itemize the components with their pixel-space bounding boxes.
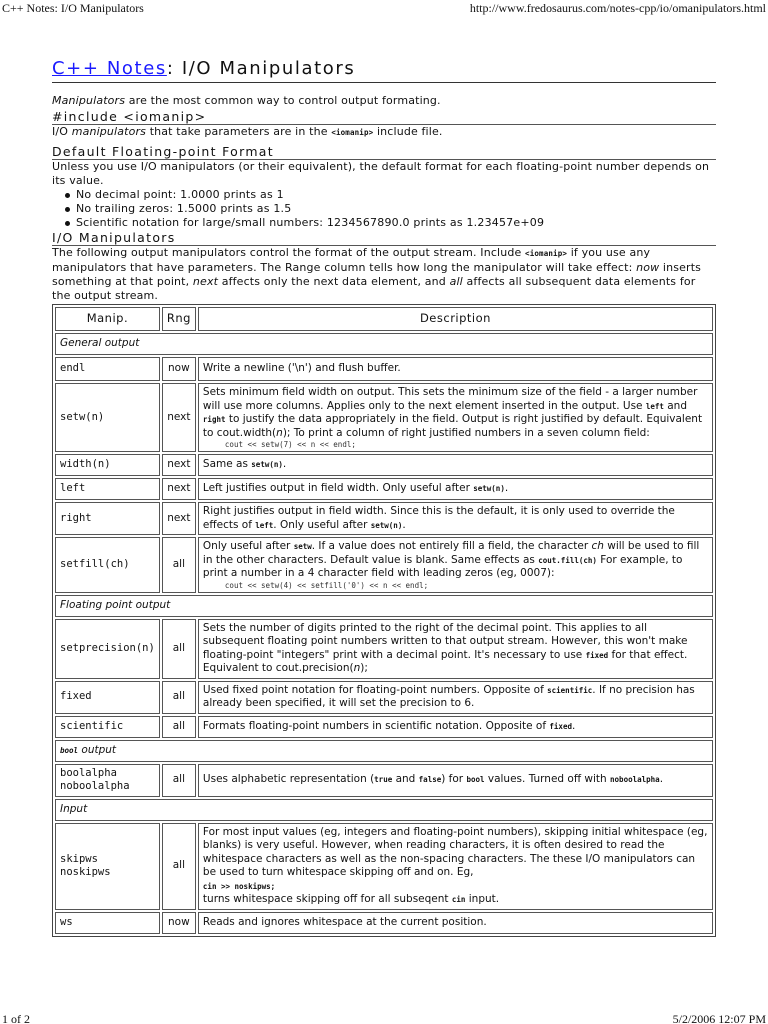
print-footer-timestamp: 5/2/2006 12:07 PM bbox=[672, 1012, 766, 1024]
io-text-4: affects only the next data element, and bbox=[218, 275, 450, 288]
column-header-description: Description bbox=[198, 307, 713, 331]
print-header-title: C++ Notes: I/O Manipulators bbox=[2, 1, 144, 15]
column-header-manip: Manip. bbox=[55, 307, 160, 331]
manip-range: now bbox=[162, 357, 196, 381]
list-item: No trailing zeros: 1.5000 prints as 1.5 bbox=[76, 202, 716, 216]
manip-name: ws bbox=[55, 912, 160, 934]
section-input: Input bbox=[55, 799, 713, 821]
manip-description bbox=[198, 537, 713, 593]
desc-text: ); To print a column of right justified numbers in a seven column field: bbox=[282, 426, 650, 439]
manip-range: next bbox=[162, 478, 196, 500]
include-text-1: I/O bbox=[52, 125, 72, 138]
desc-text: . If a value does not entirely fill a field, the character bbox=[311, 540, 592, 552]
desc-em: n bbox=[276, 426, 283, 439]
desc-code: false bbox=[418, 775, 442, 785]
table-row bbox=[55, 823, 713, 910]
include-code: <iomanip> bbox=[331, 128, 374, 137]
manip-name: left bbox=[55, 478, 160, 500]
desc-text: . bbox=[282, 458, 287, 471]
manip-range: all bbox=[162, 537, 196, 593]
desc-code: bool bbox=[466, 775, 485, 785]
desc-text: Right justifies output in field width. Since this is the default, it is only used to override the effects of bbox=[202, 505, 675, 531]
desc-text: ); bbox=[360, 662, 368, 674]
code-example: cin >> noskipws; bbox=[202, 881, 276, 891]
manip-description bbox=[198, 764, 713, 797]
desc-code: setw(n) bbox=[370, 520, 403, 530]
manip-range: next bbox=[162, 383, 196, 452]
desc-text: Uses alphabetic representation ( bbox=[202, 773, 375, 786]
desc-text: . bbox=[402, 518, 406, 531]
manip-description bbox=[198, 681, 713, 714]
desc-text: For example, to print a number in a 4 character field with leading zeros (eg, 0007): bbox=[202, 553, 683, 579]
desc-text: . bbox=[659, 773, 664, 786]
desc-text: . Only useful after bbox=[273, 518, 371, 531]
desc-code: left bbox=[645, 401, 664, 411]
print-footer-page: 1 of 2 bbox=[2, 1012, 30, 1024]
intro-paragraph bbox=[52, 94, 716, 107]
page-content bbox=[52, 58, 716, 937]
table-row bbox=[55, 619, 713, 679]
desc-code: setw bbox=[293, 542, 312, 551]
desc-text: to justify the data appropriately in the field. Output is right justified by default. Equivalent to cout.width( bbox=[202, 413, 703, 439]
page-title-rest: : I/O Manipulators bbox=[166, 58, 356, 79]
io-text-2: if you use any manipulators that have parameters. The Range column tells how long the manipulator will take effect: bbox=[52, 246, 651, 274]
manip-range: now bbox=[162, 912, 196, 934]
desc-text: will be used to fill in the other characters. Default value is blank. Same effects as bbox=[202, 540, 700, 566]
desc-text: turns whitespace skipping off for all subseqent bbox=[202, 893, 452, 905]
table-row bbox=[55, 716, 713, 738]
print-header-url: http://www.fredosaurus.com/notes-cpp/io/omanipulators.html bbox=[469, 1, 766, 15]
default-format-paragraph: Unless you use I/O manipulators (or their equivalent), the default format for each floating-point number depends on its value. bbox=[52, 160, 710, 187]
cpp-notes-link[interactable]: C++ Notes bbox=[52, 58, 167, 79]
desc-text: Sets minimum field width on output. This sets the minimum size of the field - a larger number will use more columns. Applies only to the next element inserted in the output. Use bbox=[202, 386, 698, 412]
manip-name bbox=[55, 823, 160, 910]
desc-text: Sets the number of digits printed to the right of the decimal point. This applies to all subsequent floating point numbers written to that output stream. However, this won't make floating-point "integers" print with a decimal point. It's necessary to use bbox=[202, 621, 688, 661]
section-heading-default-format: Default Floating-point Format bbox=[52, 145, 716, 160]
desc-text: Left justifies output in field width. Only useful after bbox=[202, 482, 474, 495]
table-row bbox=[55, 681, 713, 714]
section-heading-include: #include <iomanip> bbox=[52, 110, 716, 125]
manip-range: all bbox=[162, 716, 196, 738]
io-em-next: next bbox=[192, 275, 219, 288]
io-text-5: affects all subsequent data elements for the output stream. bbox=[52, 275, 696, 302]
desc-text: Formats floating-point numbers in scientific notation. Opposite of bbox=[202, 719, 550, 732]
io-code: <iomanip> bbox=[525, 249, 568, 258]
manip-name: right bbox=[55, 502, 160, 535]
table-row bbox=[55, 454, 713, 476]
io-em-now: now bbox=[636, 261, 660, 274]
section-floating-point-output: Floating point output bbox=[55, 595, 713, 617]
io-em-all: all bbox=[449, 275, 463, 288]
table-row bbox=[55, 383, 713, 452]
manip-name-line: noboolalpha bbox=[60, 780, 130, 792]
table-row bbox=[55, 912, 713, 934]
page-title bbox=[52, 58, 716, 83]
desc-em: n bbox=[353, 662, 361, 674]
desc-code: cout.fill(ch) bbox=[538, 555, 597, 565]
section-general-output: General output bbox=[55, 333, 713, 355]
table-header-row bbox=[55, 307, 713, 331]
manip-description bbox=[198, 619, 713, 679]
include-text-2: that take parameters are in the bbox=[146, 125, 332, 138]
table-section-row bbox=[55, 595, 713, 617]
manip-range: all bbox=[162, 681, 196, 714]
desc-code: cin bbox=[451, 895, 466, 904]
desc-text: Only useful after bbox=[202, 540, 294, 552]
table-row bbox=[55, 502, 713, 535]
desc-text: . If no precision has already been specified, it will set the precision to 6. bbox=[202, 683, 695, 709]
desc-code: setw(n) bbox=[473, 484, 505, 494]
manip-name: setw(n) bbox=[55, 383, 160, 452]
manip-name-line: noskipws bbox=[60, 866, 111, 878]
manip-name: fixed bbox=[55, 681, 160, 714]
manip-range: all bbox=[162, 823, 196, 910]
intro-em: Manipulators bbox=[52, 94, 126, 107]
manip-description: Reads and ignores whitespace at the current position. bbox=[198, 912, 713, 934]
desc-code: true bbox=[374, 775, 393, 785]
desc-code: noboolalpha bbox=[610, 775, 660, 785]
desc-code: right bbox=[202, 415, 226, 424]
desc-code: fixed bbox=[585, 650, 609, 660]
table-section-row bbox=[55, 740, 713, 762]
desc-code: left bbox=[255, 520, 274, 530]
manip-description bbox=[198, 716, 713, 738]
manip-name: scientific bbox=[55, 716, 160, 738]
manip-description bbox=[198, 478, 713, 500]
desc-text: for that effect. Equivalent to cout.precision( bbox=[202, 648, 688, 674]
table-row bbox=[55, 357, 713, 381]
code-example: cout << setw(7) << n << endl; bbox=[224, 440, 356, 449]
manip-description bbox=[198, 823, 713, 910]
desc-code: scientific bbox=[547, 685, 593, 695]
section-bool-output bbox=[55, 740, 713, 762]
manip-range: all bbox=[162, 764, 196, 797]
manip-name: width(n) bbox=[55, 454, 160, 476]
desc-text: input. bbox=[465, 893, 500, 905]
desc-text: Same as bbox=[202, 458, 252, 471]
desc-text: ) for bbox=[441, 773, 467, 786]
include-text-3: include file. bbox=[373, 125, 443, 138]
list-item: No decimal point: 1.0000 prints as 1 bbox=[76, 188, 716, 202]
list-item: Scientific notation for large/small numbers: 1234567890.0 prints as 1.23457e+09 bbox=[76, 216, 716, 230]
table-row bbox=[55, 764, 713, 797]
table-section-row bbox=[55, 333, 713, 355]
manip-range: all bbox=[162, 619, 196, 679]
code-example: cout << setw(4) << setfill('0') << n << endl; bbox=[224, 580, 429, 590]
io-text-1: The following output manipulators control the format of the output stream. Include bbox=[52, 246, 526, 259]
manip-name: setprecision(n) bbox=[55, 619, 160, 679]
manip-name bbox=[55, 764, 160, 797]
section-heading-io-manipulators: I/O Manipulators bbox=[52, 231, 716, 246]
io-paragraph bbox=[52, 246, 716, 303]
table-row bbox=[55, 537, 713, 593]
desc-text: and bbox=[392, 773, 419, 786]
table-row bbox=[55, 478, 713, 500]
manip-name-line: boolalpha bbox=[60, 766, 117, 779]
desc-text: Used fixed point notation for floating-point numbers. Opposite of bbox=[202, 683, 548, 696]
manip-description: Write a newline ('\n') and flush buffer. bbox=[198, 357, 713, 381]
column-header-range: Rng bbox=[162, 307, 196, 331]
desc-code: setw(n) bbox=[251, 460, 283, 470]
manip-range: next bbox=[162, 502, 196, 535]
desc-text: For most input values (eg, integers and floating-point numbers), skipping initial whitespace (eg, blanks) is very useful. However, when reading characters, it is often desired to read the whitespace characters as well as the non-spacing characters. The these I/O manipulators can be used to turn whitespace skipping off and on. Eg, bbox=[202, 825, 708, 878]
manip-range: next bbox=[162, 454, 196, 476]
section-bool-code: bool bbox=[60, 745, 79, 755]
desc-text: . bbox=[504, 482, 509, 495]
manip-name-line: skipws bbox=[60, 852, 98, 865]
desc-code: fixed bbox=[549, 721, 572, 731]
desc-text: . bbox=[571, 719, 576, 732]
section-bool-text: output bbox=[78, 743, 117, 756]
desc-em: ch bbox=[591, 540, 604, 552]
manip-name: setfill(ch) bbox=[55, 537, 160, 593]
manip-description bbox=[198, 383, 713, 452]
intro-text: are the most common way to control output formating. bbox=[125, 94, 441, 107]
manip-description bbox=[198, 454, 713, 476]
manip-description bbox=[198, 502, 713, 535]
table-section-row bbox=[55, 799, 713, 821]
include-paragraph bbox=[52, 125, 716, 140]
manip-name: endl bbox=[55, 357, 160, 381]
io-text-3: inserts something at that point, bbox=[52, 261, 702, 288]
desc-text: and bbox=[663, 399, 687, 412]
include-em: manipulators bbox=[71, 125, 147, 138]
desc-text: values. Turned off with bbox=[484, 773, 611, 786]
default-format-list bbox=[52, 188, 716, 230]
manipulators-table bbox=[52, 304, 716, 937]
